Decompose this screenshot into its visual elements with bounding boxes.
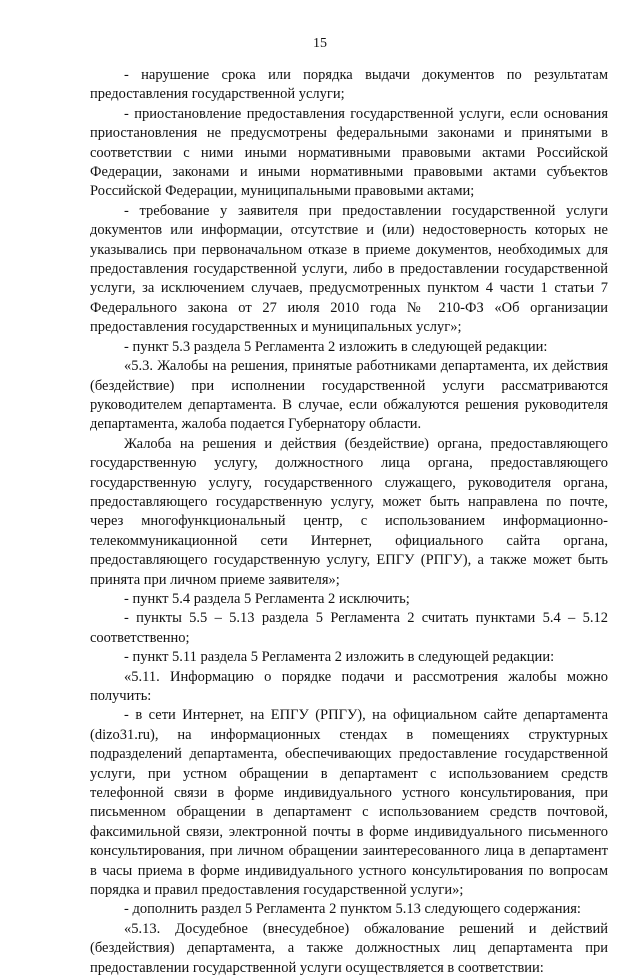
- paragraph-1: - нарушение срока или порядка выдачи документов по результатам предоставления государственной услуги;: [90, 67, 608, 103]
- paragraph-11: - в сети Интернет, на ЕПГУ (РПГУ), на официальном сайте департамента (dizo31.ru), на информационных стендах в помещениях структурных подразделений департамента, обеспечивающих предоставление государственной услуги, при устном обращении в департамент с использованием средств телефонной связи в форме индивидуального устного консультирования, при письменном обращении в департамент с использованием средств почтовой, факсимильной связи, электронной почты в форме индивидуального письменного консультирования, при личном обращении заинтересованного лица в департамент в часы приема в форме индивидуального устного консультирования по вопросам порядка и правил предоставления государственной услуги»;: [90, 707, 608, 899]
- paragraph-12: - дополнить раздел 5 Регламента 2 пунктом 5.13 следующего содержания:: [124, 901, 581, 918]
- paragraph-13: «5.13. Досудебное (внесудебное) обжалование решений и действий (бездействия) департамента, а также должностных лиц департамента при предоставлении государственной услуги осуществляется в соответствии:: [90, 920, 608, 976]
- paragraph-10: «5.11. Информацию о порядке подачи и рассмотрения жалобы можно получить:: [90, 668, 608, 704]
- paragraph-2: - приостановление предоставления государственной услуги, если основания приостановления не предусмотрены федеральными законами и принятыми в соответствии с ними иными нормативными правовыми актами Российской Федерации, законами и иными нормативными правовыми актами субъектов Российской Федерации, муниципальными правовыми актами;: [90, 105, 608, 200]
- paragraph-6: Жалоба на решения и действия (бездействие) органа, предоставляющего государственную услугу, должностного лица органа, предоставляющего государственную услугу, государственного служащего, руководителя органа, предоставляющего государственную услугу, может быть направлена по почте, через многофункциональный центр, с использованием информационно-телекоммуникационной сети Интернет, официального сайта органа, предоставляющего государственную услугу, ЕПГУ (РПГУ), а также может быть принята при личном приеме заявителя»;: [90, 435, 608, 588]
- paragraph-3: - требование у заявителя при предоставлении государственной услуги документов или информации, отсутствие и (или) недостоверность которых не указывались при первоначальном отказе в приеме документов, необходимых для предоставления государственной услуги, либо в предоставлении государственной услуги, за исключением случаев, предусмотренных пунктом 4 части 1 статьи 7 Федерального закона от 27 июля 2010 года № 210-ФЗ «Об организации предоставления государственных и муниципальных услуг»;: [90, 202, 608, 336]
- paragraph-4: - пункт 5.3 раздела 5 Регламента 2 изложить в следующей редакции:: [124, 338, 548, 355]
- document-body: [90, 66, 608, 978]
- paragraph-7: - пункт 5.4 раздела 5 Регламента 2 исключить;: [124, 590, 410, 607]
- paragraph-8: - пункты 5.5 – 5.13 раздела 5 Регламента 2 считать пунктами 5.4 – 5.12 соответственно;: [90, 610, 608, 646]
- paragraph-9: - пункт 5.11 раздела 5 Регламента 2 изложить в следующей редакции:: [124, 649, 555, 666]
- page-number: 15: [313, 36, 327, 51]
- paragraph-5: «5.3. Жалобы на решения, принятые работниками департамента, их действия (бездействие) при исполнении государственной услуги рассматриваются руководителем департамента. В случае, если обжалуются решения руководителя департамента, жалоба подается Губернатору области.: [90, 358, 608, 433]
